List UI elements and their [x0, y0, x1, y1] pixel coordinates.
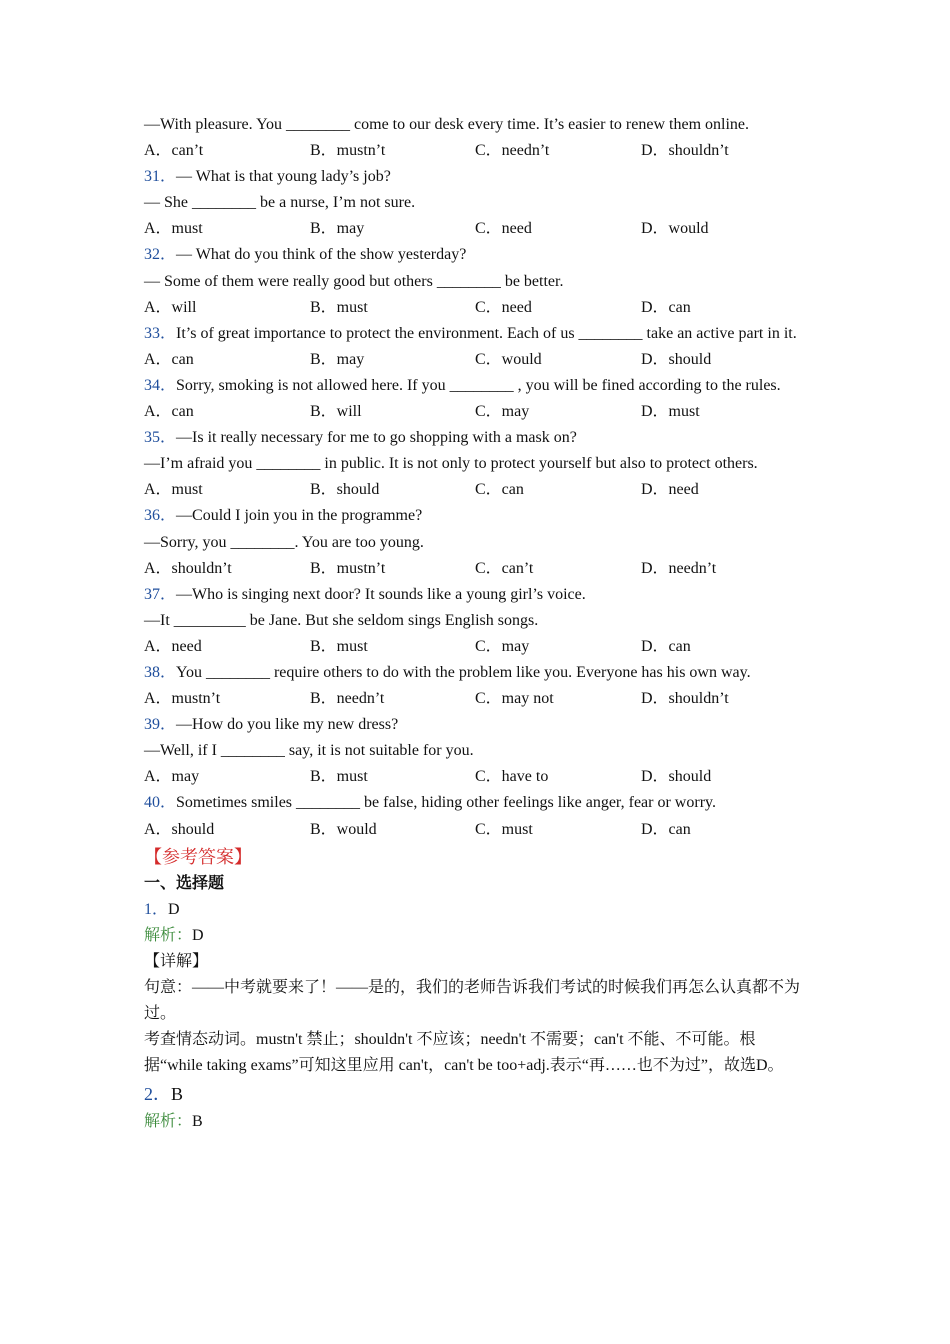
answer-1 — [144, 897, 804, 923]
q34-text: Sorry, smoking is not allowed here. If you ________ , you will be fined according to the rules. — [176, 376, 781, 394]
q37-question — [144, 582, 804, 608]
q31-option-b: B．may — [310, 220, 365, 238]
q34-option-d: D．must — [641, 403, 700, 421]
q31-option-c: C．need — [475, 220, 532, 238]
q36-answer-line: —Sorry, you ________. You are too young. — [144, 533, 424, 551]
q39-option-b: B．must — [310, 768, 368, 786]
answer-2-analysis — [144, 1109, 804, 1135]
q34-option-a: A．can — [144, 403, 194, 421]
q32-options — [144, 295, 804, 321]
q39-options — [144, 764, 804, 790]
q33-text: It’s of great importance to protect the environment. Each of us ________ take an active part in it. — [176, 324, 797, 342]
q31-option-a: A．must — [144, 220, 203, 238]
q36-number: 36． — [144, 507, 177, 525]
q33-question — [144, 321, 804, 347]
q37-option-c: C．may — [475, 637, 530, 655]
analysis-value-2: B — [192, 1113, 203, 1131]
analysis-value: D — [192, 926, 204, 944]
q33-option-a: A．can — [144, 350, 194, 368]
q37-number: 37． — [144, 585, 177, 603]
q39-option-a: A．may — [144, 768, 200, 786]
q38-option-d: D．shouldn’t — [641, 690, 729, 708]
q40-option-b: B．would — [310, 820, 377, 838]
q39-number: 39． — [144, 716, 177, 734]
q40-question — [144, 790, 804, 816]
q37-options — [144, 634, 804, 660]
q36-option-a: A．shouldn’t — [144, 559, 232, 577]
q33-option-c: C．would — [475, 350, 542, 368]
q31-options — [144, 216, 804, 242]
answer-2-value: B — [171, 1084, 184, 1105]
q33-option-d: D．should — [641, 350, 712, 368]
q39-option-d: D．should — [641, 768, 712, 786]
q32-option-b: B．must — [310, 298, 368, 316]
q38-option-c: C．may not — [475, 690, 554, 708]
q33-options — [144, 347, 804, 373]
q30-option-a: A．can’t — [144, 142, 204, 160]
detail-label: 【详解】 — [144, 952, 209, 970]
answer-2 — [144, 1079, 804, 1109]
q32-text: — What do you think of the show yesterday? — [176, 246, 467, 264]
q34-option-c: C．may — [475, 403, 530, 421]
q35-option-b: B．should — [310, 481, 380, 499]
q31-text: — What is that young lady’s job? — [176, 168, 391, 186]
q38-options — [144, 686, 804, 712]
q39-text: —How do you like my new dress? — [176, 716, 399, 734]
q36-question — [144, 503, 804, 529]
q30-option-d: D．shouldn’t — [641, 142, 729, 160]
q37-text: —Who is singing next door? It sounds like a young girl’s voice. — [176, 585, 586, 603]
q40-option-d: D．can — [641, 820, 691, 838]
answer-1-analysis — [144, 923, 804, 949]
q40-text: Sometimes smiles ________ be false, hiding other feelings like anger, fear or worry. — [176, 794, 716, 812]
q38-number: 38． — [144, 663, 177, 681]
analysis-label: 解析： — [144, 926, 193, 944]
q35-question — [144, 425, 804, 451]
q36-text: —Could I join you in the programme? — [176, 507, 423, 525]
q32-number: 32． — [144, 246, 177, 264]
q35-options — [144, 477, 804, 503]
q38-question — [144, 660, 804, 686]
q32-option-a: A．will — [144, 298, 197, 316]
q35-option-a: A．must — [144, 481, 203, 499]
q32-answer-line: — Some of them were really good but others ________ be better. — [144, 272, 564, 290]
q35-text: —Is it really necessary for me to go shopping with a mask on? — [176, 429, 577, 447]
q38-text: You ________ require others to do with the problem like you. Everyone has his own way. — [176, 663, 751, 681]
q35-option-c: C．can — [475, 481, 524, 499]
q31-option-d: D．would — [641, 220, 709, 238]
detail-paragraph-1: 句意：——中考就要来了！——是的，我们的老师告诉我们考试的时候我们再怎么认真都不为过。 — [144, 979, 801, 1023]
detail-paragraph-2: 考查情态动词。mustn't 禁止；shouldn't 不应该；needn't 不需要；can't 不能、不可能。根据“while taking exams”可知这里应用 can't，can't be too+adj.表示“再……也不为过”，故选D。 — [144, 1031, 784, 1075]
q39-question — [144, 712, 804, 738]
q36-option-d: D．needn’t — [641, 559, 717, 577]
q37-option-a: A．need — [144, 637, 202, 655]
q36-option-c: C．can’t — [475, 559, 534, 577]
q36-option-b: B．mustn’t — [310, 559, 386, 577]
q33-option-b: B．may — [310, 350, 365, 368]
q39-answer-line: —Well, if I ________ say, it is not suitable for you. — [144, 742, 474, 760]
q31-question — [144, 164, 804, 190]
q30-options — [144, 138, 804, 164]
q34-question — [144, 373, 804, 399]
q38-option-a: A．mustn’t — [144, 690, 221, 708]
q40-option-a: A．should — [144, 820, 215, 838]
q30-option-c: C．needn’t — [475, 142, 550, 160]
q37-option-b: B．must — [310, 637, 368, 655]
q32-option-d: D．can — [641, 298, 691, 316]
q31-number: 31． — [144, 168, 177, 186]
analysis-label-2: 解析： — [144, 1113, 193, 1131]
answer-1-number: 1． — [144, 900, 169, 918]
answer-key-heading: 【参考答案】 — [144, 846, 252, 867]
document-content — [144, 112, 804, 1135]
q35-number: 35． — [144, 429, 177, 447]
q36-options — [144, 556, 804, 582]
q30-option-b: B．mustn’t — [310, 142, 386, 160]
q34-options — [144, 399, 804, 425]
q35-option-d: D．need — [641, 481, 699, 499]
q40-option-c: C．must — [475, 820, 533, 838]
q35-answer-line: —I’m afraid you ________ in public. It is not only to protect yourself but also to protect others. — [144, 455, 758, 473]
q39-option-c: C．have to — [475, 768, 549, 786]
answer-1-value: D — [168, 900, 180, 918]
q30-answer-line: —With pleasure. You ________ come to our desk every time. It’s easier to renew them online. — [144, 116, 749, 133]
q34-number: 34． — [144, 376, 177, 394]
q40-options — [144, 817, 804, 843]
q32-option-c: C．need — [475, 298, 532, 316]
q32-question — [144, 242, 804, 268]
q33-number: 33． — [144, 324, 177, 342]
q37-option-d: D．can — [641, 637, 691, 655]
q37-answer-line: —It _________ be Jane. But she seldom sings English songs. — [144, 611, 539, 629]
section-heading: 一、选择题 — [144, 874, 225, 892]
q31-answer-line: — She ________ be a nurse, I’m not sure. — [144, 194, 416, 212]
q40-number: 40． — [144, 794, 177, 812]
answer-2-number: 2． — [144, 1084, 171, 1105]
q34-option-b: B．will — [310, 403, 362, 421]
q38-option-b: B．needn’t — [310, 690, 385, 708]
